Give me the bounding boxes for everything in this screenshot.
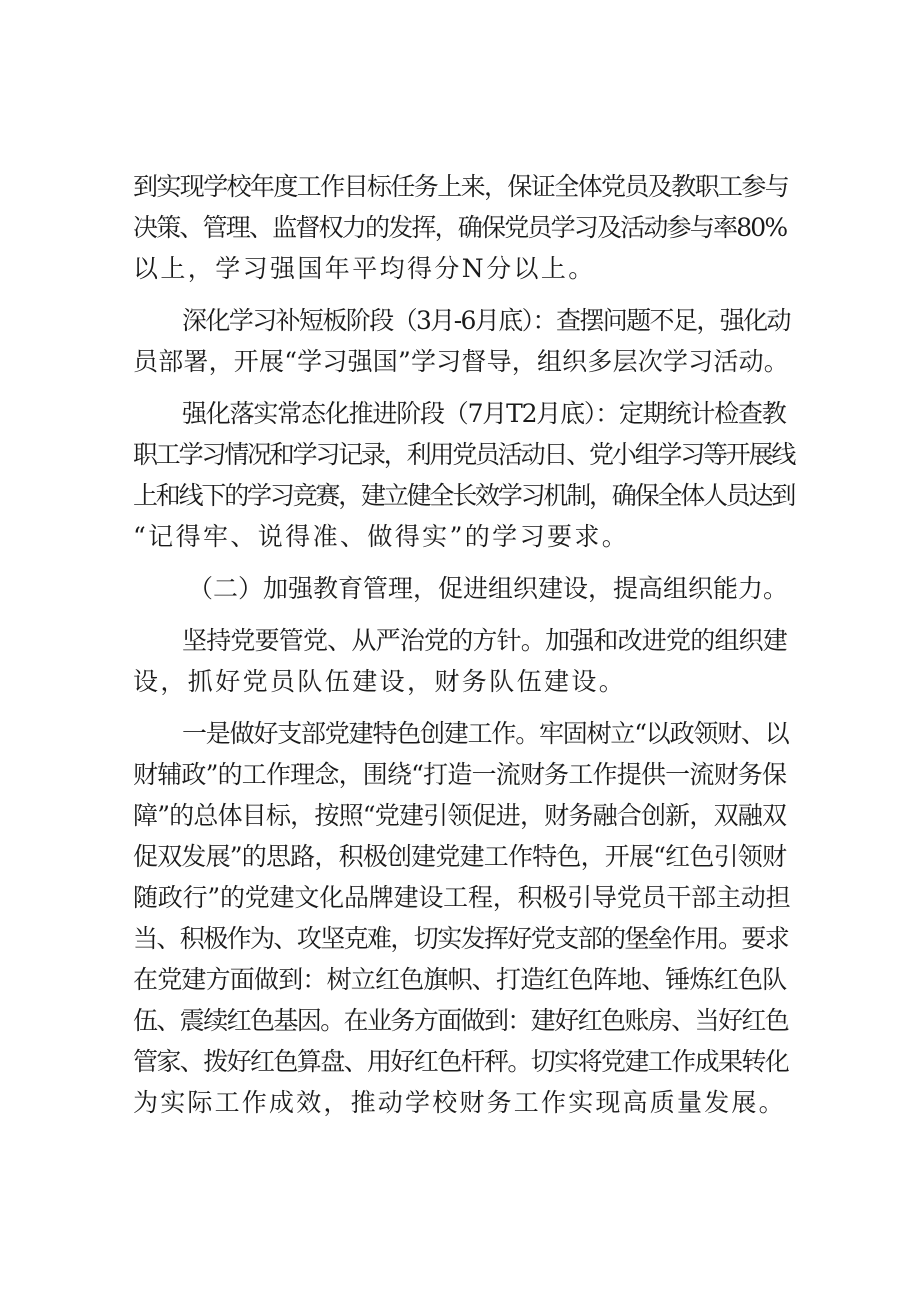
paragraph-6-line-7: 在党建方面做到：树立红色旗帜、打造红色阵地、锤炼红色队 <box>133 965 787 994</box>
paragraph-6-line-2: 财辅政”的工作理念，围绕“打造一流财务工作提供一流财务保 <box>133 760 787 789</box>
paragraph-6-line-10: 为实际工作成效，推动学校财务工作实现高质量发展。 <box>133 1088 786 1117</box>
paragraph-1-line-1: 到实现学校年度工作目标任务上来，保证全体党员及教职工参与 <box>133 172 789 201</box>
paragraph-6-line-4: 促双发展”的思路，积极创建党建工作特色，开展“红色引领财 <box>133 842 787 871</box>
paragraph-5-line-1: 坚持党要管党、从严治党的方针。加强和改进党的组织建 <box>182 626 788 655</box>
paragraph-6-line-5: 随政行”的党建文化品牌建设工程，积极引导党员干部主动担 <box>133 883 791 912</box>
paragraph-5-line-2: 设，抓好党员队伍建设，财务队伍建设。 <box>133 667 627 696</box>
paragraph-6-line-6: 当、积极作为、攻坚克难，切实发挥好党支部的堡垒作用。要求 <box>133 924 789 953</box>
paragraph-2-line-2: 员部署，开展“学习强国”学习督导，组织多层次学习活动。 <box>133 347 789 376</box>
paragraph-2-line-1: 深化学习补短板阶段（3月-6月底）：查摆问题不足，强化动 <box>182 306 790 335</box>
section-heading: （二）加强教育管理，促进组织建设，提高组织能力。 <box>188 574 789 603</box>
paragraph-6-line-8: 伍、震续红色基因。在业务方面做到：建好红色账房、当好红色 <box>133 1006 789 1035</box>
paragraph-1-line-2: 决策、管理、监督权力的发挥，确保党员学习及活动参与率80% <box>133 213 787 242</box>
paragraph-6-line-3: 障”的总体目标，按照“党建引领促进，财务融合创新，双融双 <box>133 801 787 830</box>
paragraph-3-line-2: 职工学习情况和学习记录，利用党员活动日、党小组学习等开展线 <box>133 440 795 469</box>
paragraph-3-line-1: 强化落实常态化推进阶段（7月T2月底）：定期统计检查教 <box>182 399 786 428</box>
paragraph-3-line-3: 上和线下的学习竞赛，建立健全长效学习机制，确保全体人员达到 <box>133 481 795 510</box>
paragraph-6-line-1: 一是做好支部党建特色创建工作。牢固树立“以政领财、以 <box>182 719 789 748</box>
paragraph-6-line-9: 管家、拨好红色算盘、用好红色杆秤。切实将党建工作成果转化 <box>133 1047 789 1076</box>
paragraph-3-line-4: “记得牢、说得准、做得实”的学习要求。 <box>133 522 630 551</box>
paragraph-1-line-3: 以上，学习强国年平均得分N分以上。 <box>133 254 596 283</box>
